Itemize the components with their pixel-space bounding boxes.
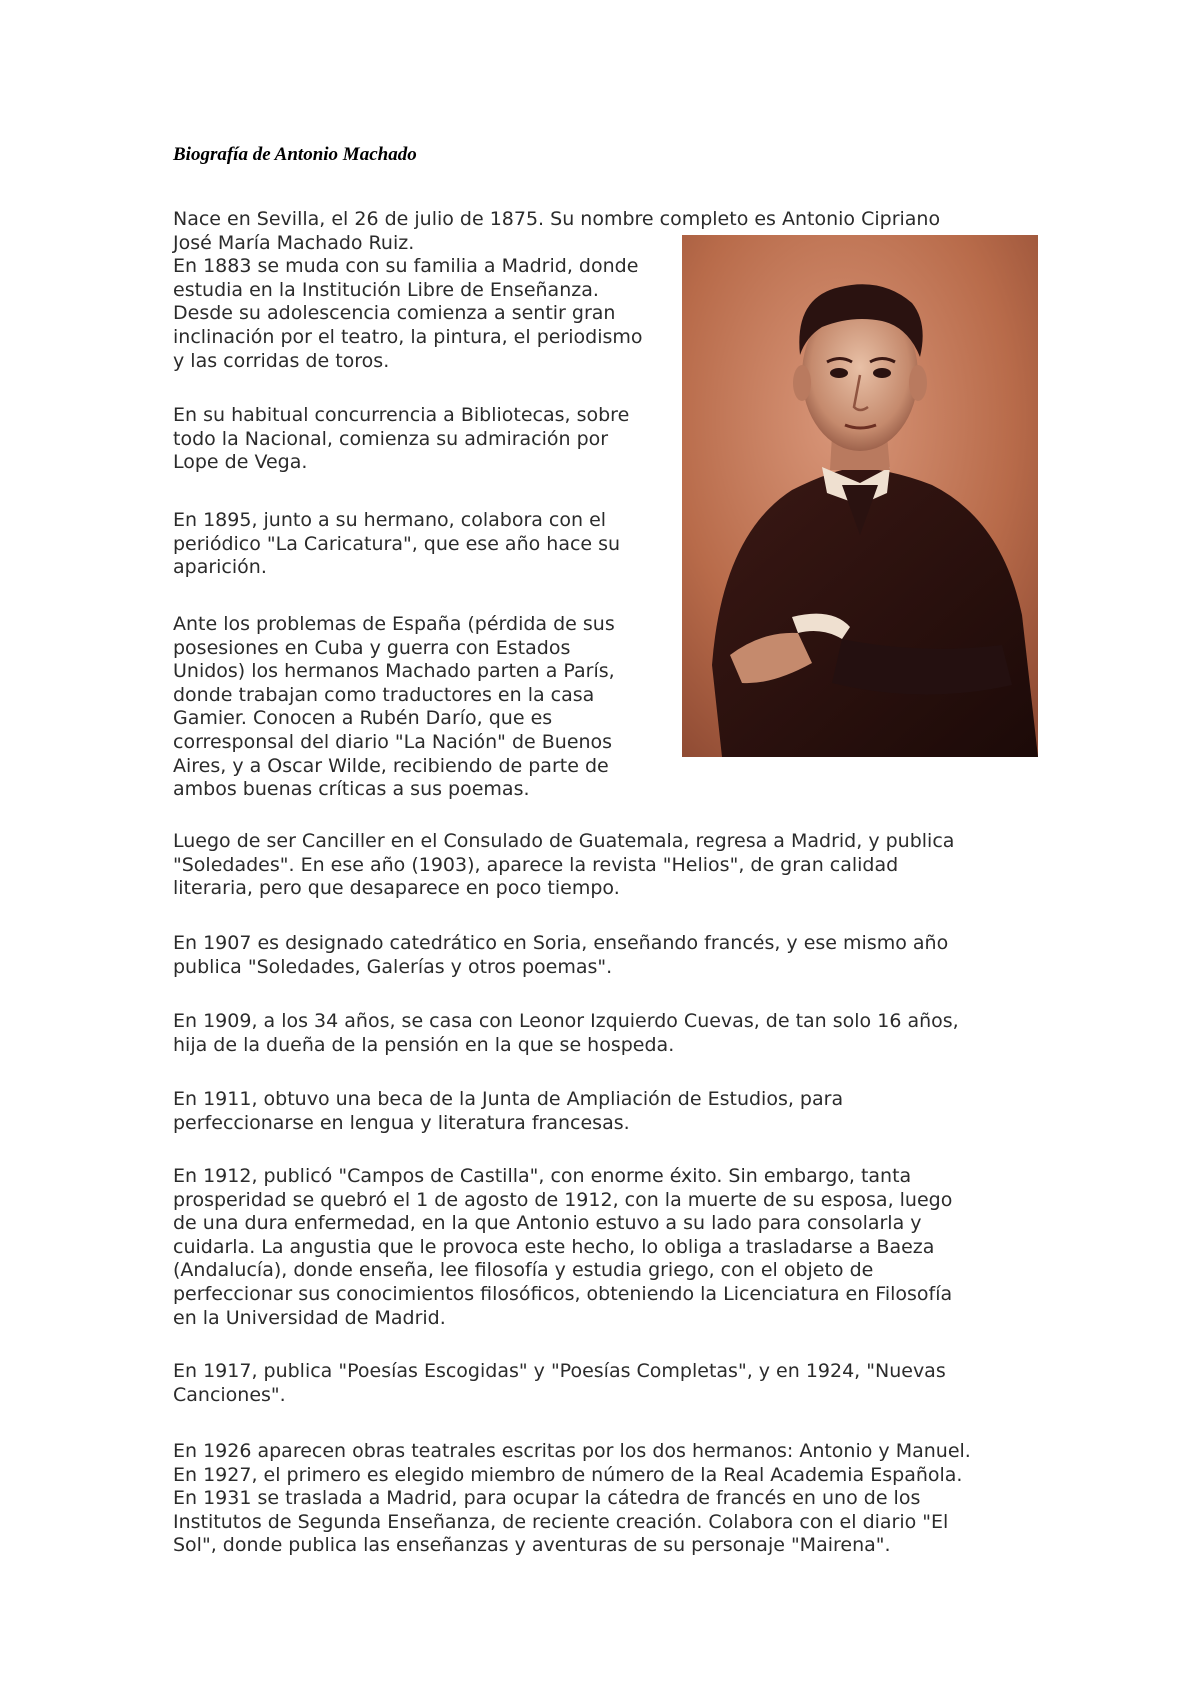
paragraph-libraries: En su habitual concurrencia a Bibliotecas, sobre todo la Nacional, comienza su admiración por Lope de Vega. [173, 404, 630, 474]
paragraph-campos-de-castilla: En 1912, publicó "Campos de Castilla", con enorme éxito. Sin embargo, tanta prosperidad se quebró el 1 de agosto de 1912, con la muerte de su esposa, luego de una dura enfermedad, en la que Antonio estuvo a su lado para consolarla y cuidarla. La angustia que le provoca este hecho, lo obliga a trasladarse a Baeza (Andalucía), donde enseña, lee filosofía y estudia griego, con el objeto de perfeccionar sus conocimientos filosóficos, obteniendo la Licenciatura en Filosofía en la Universidad de Madrid. [173, 1165, 953, 1329]
document-title: Biografía de Antonio Machado [173, 144, 417, 165]
paragraph-marriage: En 1909, a los 34 años, se casa con Leonor Izquierdo Cuevas, de tan solo 16 años, hija de la dueña de la pensión en la que se hospeda. [173, 1010, 959, 1056]
paragraph-paris: Ante los problemas de España (pérdida de sus posesiones en Cuba y guerra con Estados Unidos) los hermanos Machado parten a París, donde trabajan como traductores en la casa Gamier. Conocen a Rubén Darío, que es corresponsal del diario "La Nación" de Buenos Aires, y a Oscar Wilde, recibiendo de parte de ambos buenas críticas a sus poemas. [173, 613, 615, 801]
paragraph-soria: En 1907 es designado catedrático en Soria, enseñando francés, y ese mismo año publica "Soledades, Galerías y otros poemas". [173, 932, 949, 978]
paragraph-birth: Nace en Sevilla, el 26 de julio de 1875. Su nombre completo es Antonio Cipriano José María Machado Ruiz. En 1883 se muda con su familia a Madrid, donde estudia en la Institución Libre de Enseñanza. Desde su adolescencia comienza a sentir gran inclinación por el teatro, la pintura, el periodismo y las corridas de toros. [173, 208, 941, 372]
paragraph-caricatura: En 1895, junto a su hermano, colabora con el periódico "La Caricatura", que ese año hace su aparición. [173, 509, 621, 579]
paragraph-soledades: Luego de ser Canciller en el Consulado de Guatemala, regresa a Madrid, y publica "Soledades". En ese año (1903), aparece la revista "Helios", de gran calidad literaria, pero que desaparece en poco tiempo. [173, 830, 955, 900]
paragraph-theatre-academy: En 1926 aparecen obras teatrales escritas por los dos hermanos: Antonio y Manuel. En 1927, el primero es elegido miembro de número de la Real Academia Española. En 1931 se traslada a Madrid, para ocupar la cátedra de francés en uno de los Institutos de Segunda Enseñanza, de reciente creación. Colabora con el diario "El Sol", donde publica las enseñanzas y aventuras de su personaje "Mairena". [173, 1440, 971, 1557]
paragraph-poesias: En 1917, publica "Poesías Escogidas" y "Poesías Completas", y en 1924, "Nuevas Canciones". [173, 1360, 946, 1406]
paragraph-scholarship: En 1911, obtuvo una beca de la Junta de Ampliación de Estudios, para perfeccionarse en lengua y literatura francesas. [173, 1088, 844, 1134]
portrait-photo [682, 235, 1038, 757]
